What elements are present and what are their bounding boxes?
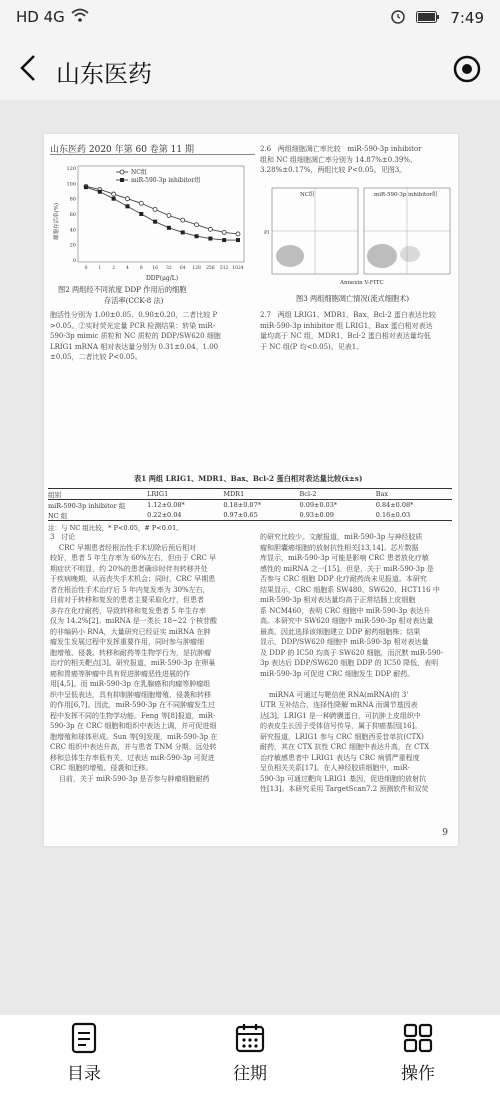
data-point: [236, 238, 240, 242]
chevron-left-icon: [14, 50, 46, 86]
legend-inh-marker: [120, 178, 124, 182]
data-point: [195, 234, 199, 238]
tab-past-issues[interactable]: [200, 1021, 300, 1084]
x-tick-label: 8: [139, 266, 143, 271]
data-point: [222, 230, 226, 234]
data-point: [153, 220, 157, 224]
table-cell: 0.97±0.65: [223, 511, 258, 519]
table-header-row: [48, 488, 452, 500]
cell-cluster-inh: [367, 244, 397, 268]
grid-icon: [401, 1021, 435, 1055]
y-tick-label: 100: [66, 181, 76, 188]
figure-3-caption: 图3 两组细胞凋亡情况(流式细胞术): [296, 294, 410, 303]
figure-2-caption: 图2 两组经不同浓度 DDP 作用后的细胞: [58, 285, 187, 294]
calendar-icon: [233, 1021, 267, 1055]
table-cell: NC 组: [48, 511, 68, 520]
x-tick-label: 64: [179, 266, 186, 271]
back-button[interactable]: [14, 50, 46, 86]
wifi-icon: [71, 8, 89, 26]
data-point: [98, 190, 102, 194]
tab-label: 往期: [233, 1064, 267, 1084]
legend-nc-marker: [120, 170, 124, 174]
data-point: [195, 223, 199, 227]
legend-nc: NC组: [131, 169, 147, 176]
figure-2-caption-line2: 存活率(CCK-8 法): [104, 296, 164, 305]
tab-actions[interactable]: [368, 1021, 468, 1084]
table-cell: 1.12±0.08*: [147, 501, 185, 509]
x-tick-label: 2: [112, 266, 116, 271]
y-tick-label: 40: [69, 227, 76, 234]
table-1-title: 表1 两组 LRIG1、MDR1、Bax、Bcl-2 蛋白相对表达量比较(x̄±s): [134, 474, 363, 483]
y-tick-label: 20: [69, 242, 76, 249]
data-point: [112, 192, 116, 196]
table-row: [48, 500, 452, 510]
page-title: 山东医药: [56, 60, 152, 88]
tab-label: 目录: [67, 1064, 101, 1084]
y-axis-label: 细胞存活率(%): [54, 202, 60, 240]
data-point: [181, 230, 185, 234]
table-note: 注：与 NC 组比较，* P<0.05，# P<0.01。: [48, 524, 183, 532]
data-point: [208, 237, 212, 241]
data-point: [112, 197, 116, 201]
data-point: [125, 204, 129, 208]
data-point: [208, 227, 212, 231]
tab-contents[interactable]: [34, 1021, 134, 1084]
figure-3-flow: [260, 184, 454, 290]
data-point: [139, 201, 143, 205]
series-line: [86, 187, 238, 240]
tab-label: 操作: [401, 1064, 435, 1084]
target-icon: [452, 54, 482, 84]
y-tick-label: 80: [69, 196, 76, 203]
y-tick-label: 60: [69, 212, 76, 218]
x-tick-label: 4: [126, 266, 129, 271]
y-tick-label: 0: [72, 258, 76, 264]
x-axis-label: DDP(μg/L): [146, 275, 179, 282]
bottom-tab-bar: [0, 1015, 500, 1093]
table-row: [48, 510, 452, 521]
data-point: [167, 226, 171, 230]
data-point: [153, 207, 157, 211]
journal-page: [44, 134, 458, 846]
flow-x-label: Annexin V-FITC: [340, 280, 384, 286]
table-header: LRIG1: [147, 490, 169, 498]
flow-y-label: PI: [264, 230, 270, 236]
table-header: Bax: [375, 490, 389, 498]
table-1: [48, 488, 452, 532]
table-header: 组别: [48, 490, 61, 499]
y-tick-label: 120: [66, 166, 76, 172]
data-point: [139, 212, 143, 216]
table-cell: miR-590-3p inhibitor 组: [48, 501, 126, 510]
page-number: 9: [442, 828, 448, 838]
journal-header: 山东医药 2020 年第 60 卷第 11 期: [50, 145, 194, 155]
table-header: MDR1: [223, 490, 245, 498]
discussion-text-left: 3 讨论 CRC 早期患者经根治性手术切除后预后相对 较好，患者 5 年生存率为 60%左右，但由于 CRC 早 期症状不明显，约 20%的患者确诊时伴有转移并处 于疾病晚期，从而丧失手术机会；同时，CRC 早期患 者在根治性手术治疗后 5 年内复发率为 30%左右， 目前对于转移和复发的患者主要采取化疗，但患者 多存在化疗耐药，导致转移和复发患者 5 年生存率 仅为 14.2%[2]。miRNA 是一类长 18~22 个核苷酸 的非编码小 RNA，大量研究已经证实 miRNA 在肿 瘤发生发展过程中发挥重要作用，同时参与肿瘤细 胞增殖、侵袭、转移和耐药等生物学行为，是抗肿瘤 治疗的相关靶点[3]。研究报道，miR-590-3p 在卵巢 癌和胃癌等肿瘤中具有促进肿瘤恶性进展的作 用[4,5]。而 miR-590-3p 在乳腺癌和肉瘤等肿瘤组 织中呈低表达，具有抑制肿瘤细胞增殖、侵袭和转移 的作用[6,7]。因此，miR-590-3p 在不同肿瘤发生过 程中发挥不同的生物学功能。Feng 等[8]报道，miR- 590-3p 在 CRC 细胞和组织中表达上调，并可促进细 胞增殖和球体形成。Sun 等[9]发现，miR-590-3p 在 CRC 组织中表达升高，并与患者 TNM 分期、远处转 移和总体生存率低有关，过表达 miR-590-3p 可促进 CRC 细胞的增殖、侵袭和迁移。 目前，关于 miR-590-3p 是否参与肿瘤细胞耐药: [50, 533, 218, 783]
menu-button[interactable]: [452, 54, 482, 84]
results-text-left: 胞活性分别为 1.00±0.05、0.90±0.20，二者比较 P >0.05。②实时荧光定量 PCR 检测结果：转染 miR- 590-3p mimic 质粒和 NC 质粒的 DDP/SW620 细胞 LRIG1 mRNA 相对表达量分别为 0.31±0.04、1.00 ±0.05，二者比较 P<0.05。: [50, 311, 221, 361]
app-bar: [0, 36, 500, 100]
x-tick-label: 0: [84, 266, 88, 271]
x-tick-label: 16: [152, 266, 158, 271]
x-tick-label: 128: [192, 266, 201, 271]
data-point: [222, 238, 226, 242]
data-point: [167, 214, 171, 218]
apoptotic-cluster-inh: [400, 246, 420, 262]
table-cell: 0.09±0.03*: [299, 501, 338, 509]
data-point: [181, 218, 185, 222]
table-cell: 0.22±0.04: [147, 511, 182, 519]
x-tick-label: 512: [219, 266, 229, 271]
table-header: Bcl-2: [299, 490, 317, 498]
alarm-icon: [390, 8, 406, 28]
x-tick-label: 32: [166, 266, 172, 271]
results-text-protein: 2.7 两组 LRIG1、MDR1、Bax、Bcl-2 蛋白表达比较 miR-590-3p inhibitor 组 LRIG1、Bax 蛋白相对表达 量均高于 NC 组，MDR1、Bcl-2 蛋白相对表达量均低 于 NC 组(P 均<0.05)。见表1。: [260, 311, 436, 351]
data-point: [84, 185, 88, 189]
table-cell: 0.84±0.08*: [375, 501, 414, 509]
cell-cluster-nc: [276, 245, 304, 267]
battery-icon: [416, 9, 440, 27]
x-tick-label: 1: [98, 266, 102, 271]
header-divider: [50, 154, 255, 155]
data-point: [125, 197, 129, 201]
data-point: [236, 232, 240, 236]
x-tick-label: 256: [206, 266, 215, 271]
series-line: [86, 186, 238, 234]
clock-time: 7:49: [450, 9, 484, 27]
network-indicator: HD 4G: [16, 8, 65, 26]
flow-label-nc: NC组: [300, 192, 315, 198]
doc-icon: [67, 1021, 101, 1055]
figure-2-chart: [50, 160, 250, 282]
flow-label-inh: miR-590-3p inhibitor组: [374, 192, 438, 198]
discussion-text-right: 的研究比较少。文献报道，miR-590-3p 与神经胶质 瘤和胆囊癌细胞的放射抗性相关[13,14]。芯片数据 库显示，miR-590-3p 可能是影响 CRC 患者放化疗敏 感性的 miRNA 之一[15]。但是，关于 miR-590-3p 是 否参与 CRC 细胞 DDP 化疗耐药尚未见报道。本研究 结果显示，CRC 细胞系 SW480、SW620、HCT116 中 miR-590-3p 相对表达量均高于正常结肠上皮细胞 系 NCM460，表明 CRC 细胞中 miR-590-3p 表达升 高。本研究中 SW620 细胞中 miR-590-3p 相对表达量 最高，因此选择该细胞建立 DDP 耐药细胞株；结果 显示，DDP/SW620 细胞中 miR-590-3p 相对表达量 及 DDP 的 IC50 均高于 SW620 细胞，而沉默 miR-590- 3p 表达后 DDP/SW620 细胞 DDP 的 IC50 降低，表明 miR-590-3p 可促进 CRC 细胞发生 DDP 耐药。 miRNA 可通过与靶信使 RNA(mRNA)的 3' UTR 互补结合，连择性降解 mRNA 而调节基因表 达[3]。LRIG1 是一种跨膜蛋白，可抗肿上皮组织中 的表皮生长因子受体信号传导，属于抑癌基因[16]。 研究报道，LRIG1 参与 CRC 细胞西妥昔单抗(CTX) 耐药，其在 CTX 抗性 CRC 细胞中表达升高，在 CTX 治疗敏感患者中 LRIG1 表达与 CRC 病情严重程度 呈负相关关系[17]。在人神经胶质细胞中，miR- 590-3p 可通过靶向 LRIG1 基因，促进细胞的放射抗 性[13]。本研究采用 TargetScan7.2 预测软件和双荧: [260, 533, 444, 793]
legend-inh: miR-590-3p inhibitor组: [131, 177, 201, 184]
table-cell: 0.93±0.09: [299, 511, 334, 519]
status-bar: [0, 0, 500, 36]
x-tick-label: 1024: [232, 266, 244, 271]
table-cell: 0.16±0.03: [375, 511, 411, 519]
table-cell: 0.18±0.07*: [223, 501, 261, 509]
results-text-apoptosis: 2.6 两组细胞凋亡率比较 miR-590-3p inhibitor 组和 NC 组细胞凋亡率分别为 14.87%±0.39%、 3.28%±0.17%，两组比较 P<0.05。见图3。: [260, 145, 422, 174]
